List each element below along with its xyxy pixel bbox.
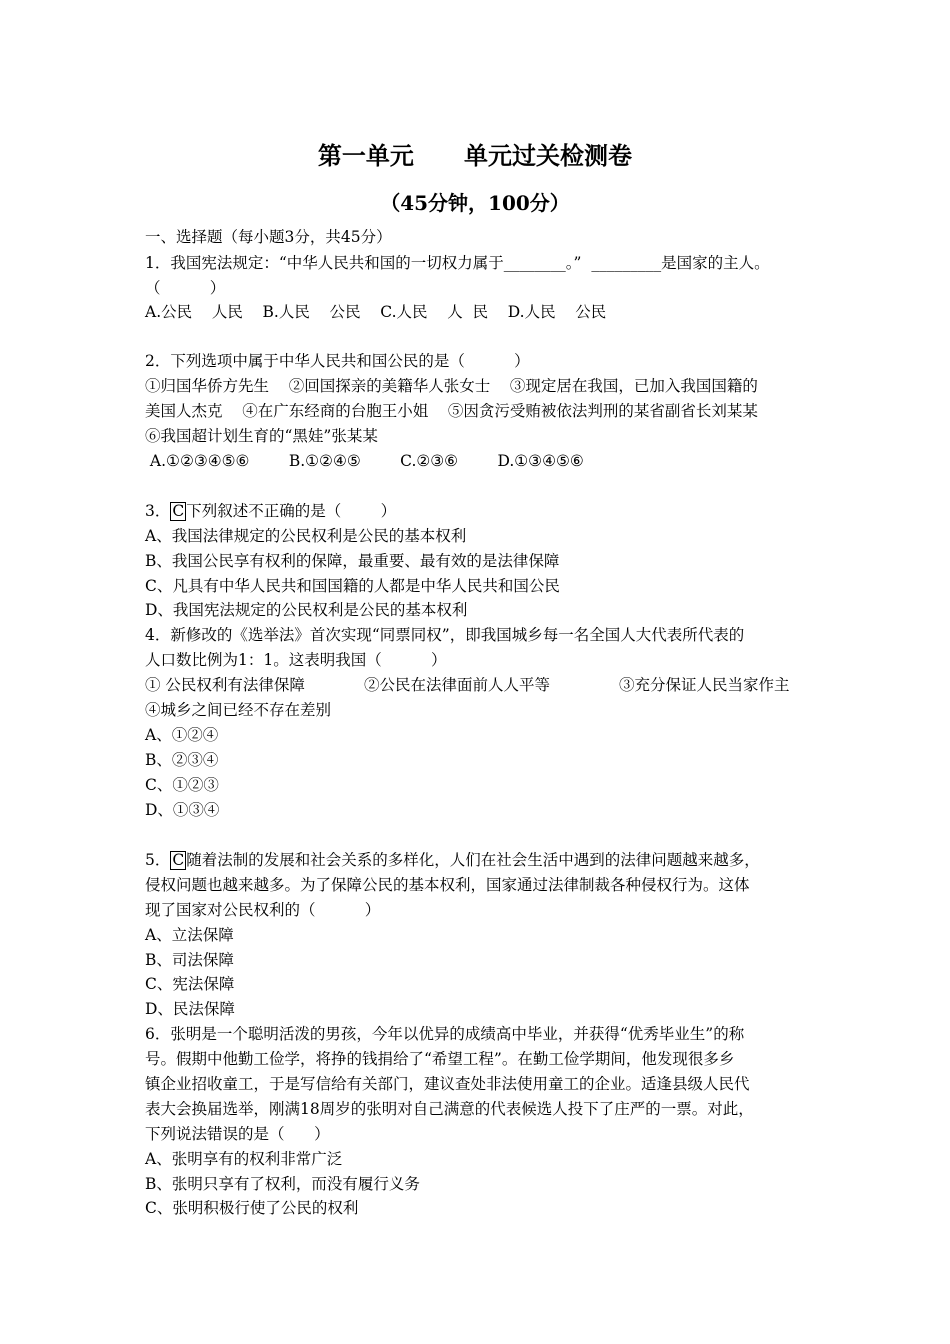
q6-stem-line4: 表大会换届选举，刚满18周岁的张明对自己满意的代表候选人投下了庄严的一票。对此， — [145, 1100, 754, 1118]
q5-stem-line2: 侵权问题也越来越多。为了保障公民的基本权利，国家通过法律制裁各种侵权行为。这体 — [145, 876, 750, 894]
section-heading: 一、选择题（每小题3分，共45分） — [145, 228, 392, 246]
q6-option-c: C、张明积极行使了公民的权利 — [145, 1199, 359, 1217]
q6-stem-line2: 号。假期中他勤工俭学，将挣的钱捐给了“希望工程”。在勤工俭学期间，他发现很多乡 — [145, 1050, 735, 1068]
q3-answer-box: C — [172, 502, 185, 520]
q5-option-c: C、宪法保障 — [145, 975, 235, 993]
q4-option-a: A、①②④ — [145, 726, 219, 744]
q5-stem — [145, 850, 760, 870]
q3-option-b: B、我国公民享有权利的保障，最重要、最有效的是法律保障 — [145, 552, 560, 570]
q4-option-b: B、②③④ — [145, 751, 219, 769]
q5-option-a: A、立法保障 — [145, 926, 234, 944]
q2-item-line: ①归国华侨方先生 ②回国探亲的美籍华人张女士 ③现定居在我国，已加入我国国籍的 — [145, 377, 758, 395]
q6-stem-line3: 镇企业招收童工，于是写信给有关部门，建议查处非法使用童工的企业。适逢县级人民代 — [145, 1075, 750, 1093]
q5-answer-box: C — [172, 851, 185, 869]
q4-option-d: D、①③④ — [145, 801, 220, 819]
q1-stem: 1．我国宪法规定：“中华人民共和国的一切权力属于________。” _________是国家的主人。 — [145, 254, 770, 272]
q6-stem: 6．张明是一个聪明活泼的男孩，今年以优异的成绩高中毕业，并获得“优秀毕业生”的称 — [145, 1025, 745, 1043]
q6-stem-line5: 下列说法错误的是（ ） — [145, 1125, 330, 1143]
q3-stem-text: 下列叙述不正确的是（ ） — [186, 502, 397, 520]
q1-options: A.公民 人民 B.人民 公民 C.人民 人 民 D.人民 公民 — [145, 303, 607, 321]
q2-options: A.①②③④⑤⑥ B.①②④⑤ C.②③⑥ D.①③④⑤⑥ — [145, 452, 584, 470]
page-subtitle: （45分钟，100分） — [380, 191, 570, 215]
q2-item-line: 美国人杰克 ④在广东经商的台胞王小姐 ⑤因贪污受贿被依法判刑的某省副省长刘某某 — [145, 402, 758, 420]
q1-stem-paren: （ ） — [145, 279, 226, 297]
q5-stem-line3: 现了国家对公民权利的（ ） — [145, 901, 381, 919]
q3-option-a: A、我国法律规定的公民权利是公民的基本权利 — [145, 527, 467, 545]
q3-option-d: D、我国宪法规定的公民权利是公民的基本权利 — [145, 601, 468, 619]
q4-item-line: ① 公民权利有法律保障 ②公民在法律面前人人平等 ③充分保证人民当家作主 — [145, 676, 790, 694]
q5-stem-text: 随着法制的发展和社会关系的多样化，人们在社会生活中遇到的法律问题越来越多， — [186, 851, 760, 869]
page-title: 第一单元 单元过关检测卷 — [317, 141, 633, 170]
q3-option-c: C、凡具有中华人民共和国国籍的人都是中华人民共和国公民 — [145, 577, 560, 595]
q2-item-line: ⑥我国超计划生育的“黑娃”张某某 — [145, 427, 378, 445]
q5-option-b: B、司法保障 — [145, 951, 234, 969]
q4-option-c: C、①②③ — [145, 776, 219, 794]
q6-option-b: B、张明只享有了权利，而没有履行义务 — [145, 1175, 420, 1193]
q4-stem: 4．新修改的《选举法》首次实现“同票同权”，即我国城乡每一名全国人大代表所代表的 — [145, 626, 745, 644]
q3-stem — [145, 501, 396, 521]
q5-number: 5． — [145, 851, 171, 869]
q3-number: 3． — [145, 502, 171, 520]
q2-stem: 2．下列选项中属于中华人民共和国公民的是（ ） — [145, 352, 530, 370]
q4-item-line: ④城乡之间已经不存在差别 — [145, 701, 332, 719]
q4-stem-line2: 人口数比例为1：1。这表明我国（ ） — [145, 651, 447, 669]
q6-option-a: A、张明享有的权利非常广泛 — [145, 1150, 343, 1168]
q5-option-d: D、民法保障 — [145, 1000, 235, 1018]
